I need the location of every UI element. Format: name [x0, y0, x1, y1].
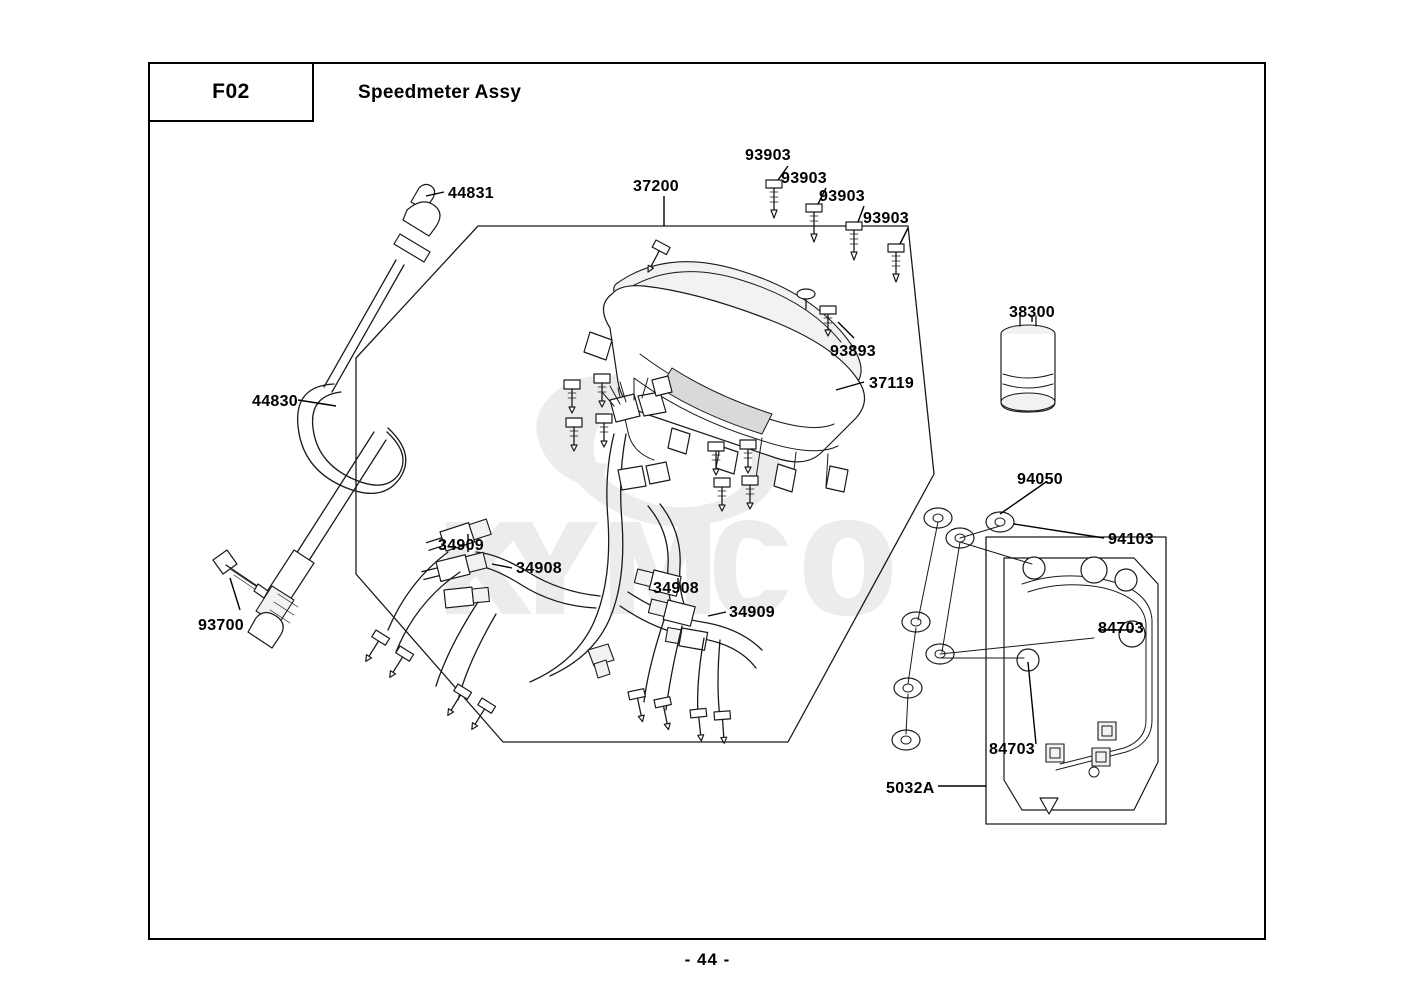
callout-84703-2: 84703 [989, 741, 1035, 758]
leader-lines [230, 166, 1132, 786]
callout-44830: 44830 [252, 393, 298, 410]
washer-1 [924, 508, 952, 528]
callout-37200: 37200 [633, 178, 679, 195]
callout-34908-2: 34908 [653, 580, 699, 597]
exploded-view-drawing [148, 122, 1266, 940]
callout-94050: 94050 [1017, 471, 1063, 488]
callout-34909-2: 34909 [729, 604, 775, 621]
callout-93893: 93893 [830, 343, 876, 360]
part-38300-flasher-relay [1001, 316, 1055, 412]
callout-93700: 93700 [198, 617, 244, 634]
page-number: - 44 - [684, 950, 731, 969]
callout-94103: 94103 [1108, 531, 1154, 548]
part-37200-speedometer [584, 262, 865, 492]
callout-84703-1: 84703 [1098, 620, 1144, 637]
callout-93903-4: 93903 [863, 210, 909, 227]
part-93700-screw [213, 550, 268, 598]
callout-93903-1: 93903 [745, 147, 791, 164]
section-title-bar [314, 62, 1266, 122]
part-5032A-bracket-group [986, 537, 1166, 824]
callout-34908-1: 34908 [516, 560, 562, 577]
callout-37119: 37119 [869, 375, 915, 392]
section-code-cell [148, 62, 314, 122]
callout-93903-2: 93903 [781, 170, 827, 187]
callout-44831: 44831 [448, 185, 494, 202]
section-code: F02 [212, 80, 250, 103]
callout-34909-1: 34909 [438, 537, 484, 554]
callout-5032A: 5032A [886, 780, 935, 797]
callout-38300: 38300 [1009, 304, 1055, 321]
part-44830-speedometer-cable [248, 184, 440, 648]
callout-93903-3: 93903 [819, 188, 865, 205]
page-title: Speedmeter Assy [358, 82, 522, 103]
